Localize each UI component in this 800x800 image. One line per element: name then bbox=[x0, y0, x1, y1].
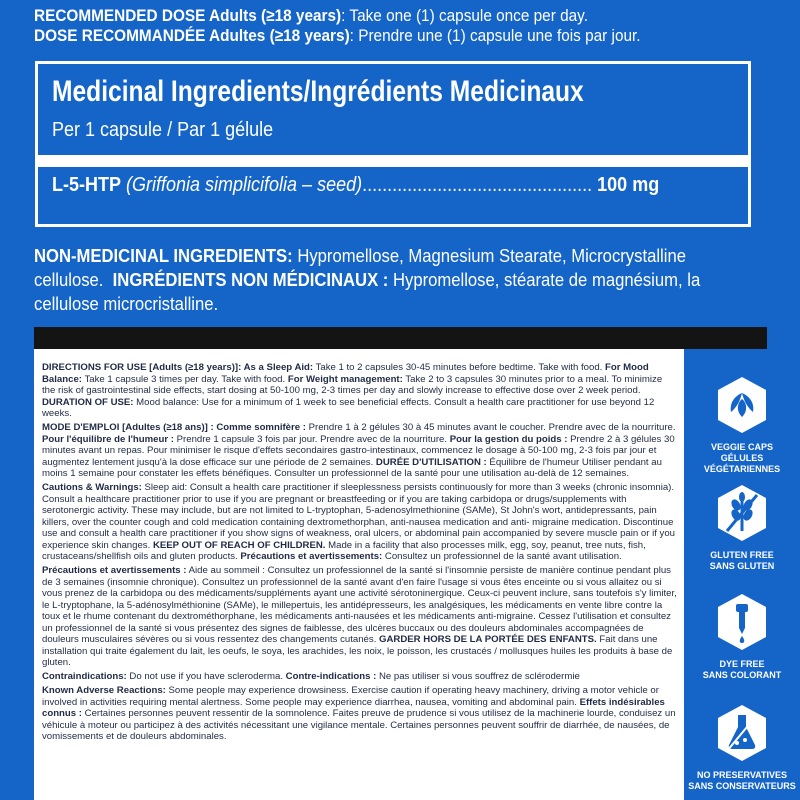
dose-french bbox=[34, 26, 641, 46]
nonmed-line-3 bbox=[34, 292, 718, 316]
no-preservatives-badge bbox=[684, 703, 800, 792]
keep-out-of-reach-label: KEEP OUT OF REACH OF CHILDREN. bbox=[152, 539, 326, 551]
veggie-caps-label: VEGGIE CAPS bbox=[710, 442, 773, 452]
directions-panel bbox=[34, 349, 684, 800]
nonmed-french-text-1: Hypromellose, stéarate de magnésium, la bbox=[388, 269, 701, 290]
directions-french bbox=[42, 422, 677, 480]
weight-text: Take 2 to 3 capsules 30 minutes prior to a meal. To minimize the risk of gastrointestinal side effects, start dosing at 50-100 mg, 2-3 times per day and slowly increase to effective dose over 2 week period. bbox=[42, 373, 663, 396]
precautions-inline-label: Précautions et avertissements: bbox=[240, 551, 383, 562]
no-preservatives-label: NO PRESERVATIVES bbox=[696, 770, 788, 780]
adverse-reactions-label: Known Adverse Reactions: bbox=[42, 685, 166, 696]
effets-indesirables-text: Certaines personnes peuvent ressentir de la somnolence. Faites preuve de prudence si vous utilisez de la machinerie lourde, conduisez un véhicule à moteur ou participez à des activités nécessitant une vigilance mentale. Certaines personnes peuvent souffrir de diarrhée, de nausées, de vomissements et de douleurs abdominales. bbox=[42, 708, 676, 742]
contraindications-label: Contraindications: bbox=[42, 671, 127, 682]
black-divider-bar bbox=[34, 327, 767, 349]
garder-hors-label: GARDER HORS DE LA PORTÉE DES ENFANTS. bbox=[379, 634, 597, 645]
dose-french-text: : Prendre une (1) capsule une fois par jour. bbox=[349, 27, 641, 45]
no-preservatives-label-fr: SANS CONSERVATEURS bbox=[688, 781, 796, 791]
dose-english bbox=[34, 6, 641, 26]
dose-english-text: : Take one (1) capsule once per day. bbox=[341, 7, 588, 25]
directions-english bbox=[42, 362, 677, 420]
ingredients-title: Medicinal Ingredients/Ingrédients Medicinaux bbox=[52, 75, 584, 108]
badge-column bbox=[684, 349, 800, 800]
ingredient-leader-dots: .............................................. bbox=[362, 174, 593, 196]
adverse-reactions bbox=[42, 685, 677, 743]
duration-text: Mood balance: Use for a minimum of 1 week to see beneficial effects. Consult a health care practitioner for use beyond 12 weeks. bbox=[42, 396, 655, 419]
facility-text: Made in a facility that also processes milk, egg, soy, peanut, tree nuts, fish, crustaceans/shellfish oils and gluten products. bbox=[42, 539, 646, 562]
cautions-english bbox=[42, 482, 677, 563]
weight-label: For Weight management: bbox=[287, 373, 403, 385]
directions-text: Take 1 to 2 capsules 30-45 minutes before bedtime. Take with food. bbox=[313, 362, 605, 373]
dose-english-label: RECOMMENDED DOSE Adults (≥18 years) bbox=[34, 7, 342, 25]
adverse-reactions-text: Some people may experience drowsiness. Exercise caution if operating heavy machinery, driving a motor vehicle or involved in activities requiring mental alertness. Some people may experience diarrhea, nausea, vomiting and abdominal pain. bbox=[42, 685, 659, 708]
veggie-caps-label-fr: GÉLULES VÉGÉTARIENNES bbox=[703, 453, 781, 474]
ingredients-divider bbox=[38, 155, 748, 167]
poids-label: Pour la gestion du poids : bbox=[449, 433, 568, 445]
wheat-icon bbox=[715, 483, 769, 543]
recommended-dose-section bbox=[34, 6, 686, 46]
installation-text: Fait dans une installation qui traite également du lait, les oeufs, le soya, les arachides, les noix, le poisson, les crustacés / mollusques huiles les produits à base de gluten. bbox=[42, 634, 673, 668]
gluten-free-badge bbox=[684, 483, 800, 572]
effets-indesirables-label: Effets indésirables connus : bbox=[42, 696, 665, 719]
cautions-text: Sleep aid: Consult a health care practitioner if sleeplessness persists continuously for more than 3 weeks (chronic insomnia). Consult a healthcare practitioner prior to use if you are pregnant or breastfeeding or if you are taking carbidopa or drugs/supplements with serotonergic activity. These may include, but are not limited to L-tryptophan, 5-adenosylmethionine (SAMe), St John's wort, antidepressants, pain killers, over the counter cough and cold medication containing dextromethorphan, anti-nausea medication and anti- migraine medication. Discontinue use and consult a health care practitioner if you show signs of weakness, oral ulcers, or abdominal pain accompanied by severe muscle pain or if you experience skin changes. bbox=[42, 482, 675, 551]
precautions-text: Aide au sommeil : Consultez un professionnel de la santé si l'insomnie persiste de manière continue pendant plus de 3 semaines (insomnie chronique). Consultez un professionnel de la santé avant d'en faire l'usage si vous êtes enceinte ou si vous allaitez ou si vous prenez de la carbidopa ou des médicaments/suppléments ayant une activité sérotoninergique. Ceux-ci peuvent inclure, sans toutefois s'y limiter, le L-tryptophane, la 5-adénosylméthionine (SAMe), le millepertuis, les antidépresseurs, les analgésiques, les médicaments en vente libre contre la toux et le rhume contenant du dextrométhorphane, les médicaments anti-nausées et les médicaments anti-migraine. Cessez l'utilisation et consultez un professionnel de la santé si vous présentez des signes de faiblesse, des ulcères buccaux ou des douleurs abdominales accompagnées de douleurs musculaires sévères ou si vous ressentez des changements cutanés. bbox=[42, 565, 677, 645]
precautions-inline-text: Consultez un professionnel de la santé avant utilisation. bbox=[382, 551, 622, 562]
dose-french-label: DOSE RECOMMANDÉE Adultes (≥18 years) bbox=[34, 27, 350, 45]
nonmed-french-text-2: cellulose microcristalline. bbox=[34, 293, 219, 314]
cautions-label: Cautions & Warnings: bbox=[42, 482, 142, 493]
mode-emploi-label: MODE D'EMPLOI [Adultes (≥18 ans)] : Comme somnifère : bbox=[42, 422, 306, 433]
ingredient-amount: 100 mg bbox=[597, 174, 660, 196]
dye-free-label-fr: SANS COLORANT bbox=[702, 670, 782, 680]
mode-emploi-text: Prendre 1 à 2 gélules 30 à 45 minutes avant le coucher. Prendre avec de la nourriture. bbox=[305, 422, 676, 433]
nonmed-french-label: INGRÉDIENTS NON MÉDICINAUX : bbox=[112, 269, 389, 290]
duree-text: Équilibre de l'humeur Utiliser pendant au moins 1 semaine pour constater les effets bénéfiques. Consulter un professionnel de la santé pour une utilisation au-delà de 12 semaines. bbox=[42, 456, 662, 479]
duration-label: DURATION OF USE: bbox=[42, 396, 134, 408]
mood-balance-text: Take 1 capsule 3 times per day. Take with food. bbox=[82, 373, 288, 385]
blue-edge-strip bbox=[767, 327, 800, 349]
nonmed-english-label: NON-MEDICINAL INGREDIENTS: bbox=[34, 245, 293, 266]
nonmed-english-text-2: cellulose. bbox=[34, 269, 104, 290]
dye-free-badge bbox=[684, 592, 800, 681]
ingredient-name: L-5-HTP bbox=[52, 174, 122, 196]
contraindications-text: Do not use if you have scleroderma. bbox=[126, 671, 286, 682]
flask-icon bbox=[715, 703, 769, 763]
contre-indications-label: Contre-indications : bbox=[285, 671, 377, 682]
contraindications bbox=[42, 671, 677, 683]
precautions-label: Précautions et avertissements : bbox=[42, 565, 187, 576]
ingredient-source: (Griffonia simplicifolia – seed) bbox=[126, 174, 363, 196]
directions-label: DIRECTIONS FOR USE [Adults (≥18 years)]: As a Sleep Aid: bbox=[42, 362, 314, 373]
medicinal-ingredients-box bbox=[35, 61, 751, 227]
leaf-icon bbox=[715, 375, 769, 435]
gluten-free-label-fr: SANS GLUTEN bbox=[709, 561, 775, 571]
duree-label: DURÉE D'UTILISATION : bbox=[375, 456, 487, 468]
contre-indications-text: Ne pas utiliser si vous souffrez de sclérodermie bbox=[376, 671, 580, 682]
ingredient-row bbox=[52, 174, 659, 197]
non-medicinal-ingredients bbox=[34, 244, 794, 316]
nonmed-line-2 bbox=[34, 268, 718, 292]
dropper-icon bbox=[715, 592, 769, 652]
humeur-label: Pour l'équilibre de l'humeur : bbox=[42, 433, 174, 445]
nonmed-line-1 bbox=[34, 244, 718, 268]
humeur-text: Prendre 1 capsule 3 fois par jour. Prendre avec de la nourriture. bbox=[173, 433, 450, 445]
ingredients-subtitle: Per 1 capsule / Par 1 gélule bbox=[52, 119, 274, 141]
poids-text: Prendre 2 à 3 gélules 30 minutes avant un repas. Pour minimiser le risque d'effets secondaires gastro-intestinaux, commencez le dosage à 50-100 mg, 2-3 fois par jour et augmentez lentement jusqu'à la dose efficace sur une période de 2 semaines. bbox=[42, 433, 675, 468]
nonmed-english-text-1: Hypromellose, Magnesium Stearate, Microcrystalline bbox=[292, 245, 686, 266]
gluten-free-label: GLUTEN FREE bbox=[710, 550, 774, 560]
dye-free-label: DYE FREE bbox=[719, 659, 765, 669]
veggie-caps-badge bbox=[684, 375, 800, 475]
mood-balance-label: For Mood Balance: bbox=[42, 362, 649, 385]
cautions-french bbox=[42, 565, 677, 669]
